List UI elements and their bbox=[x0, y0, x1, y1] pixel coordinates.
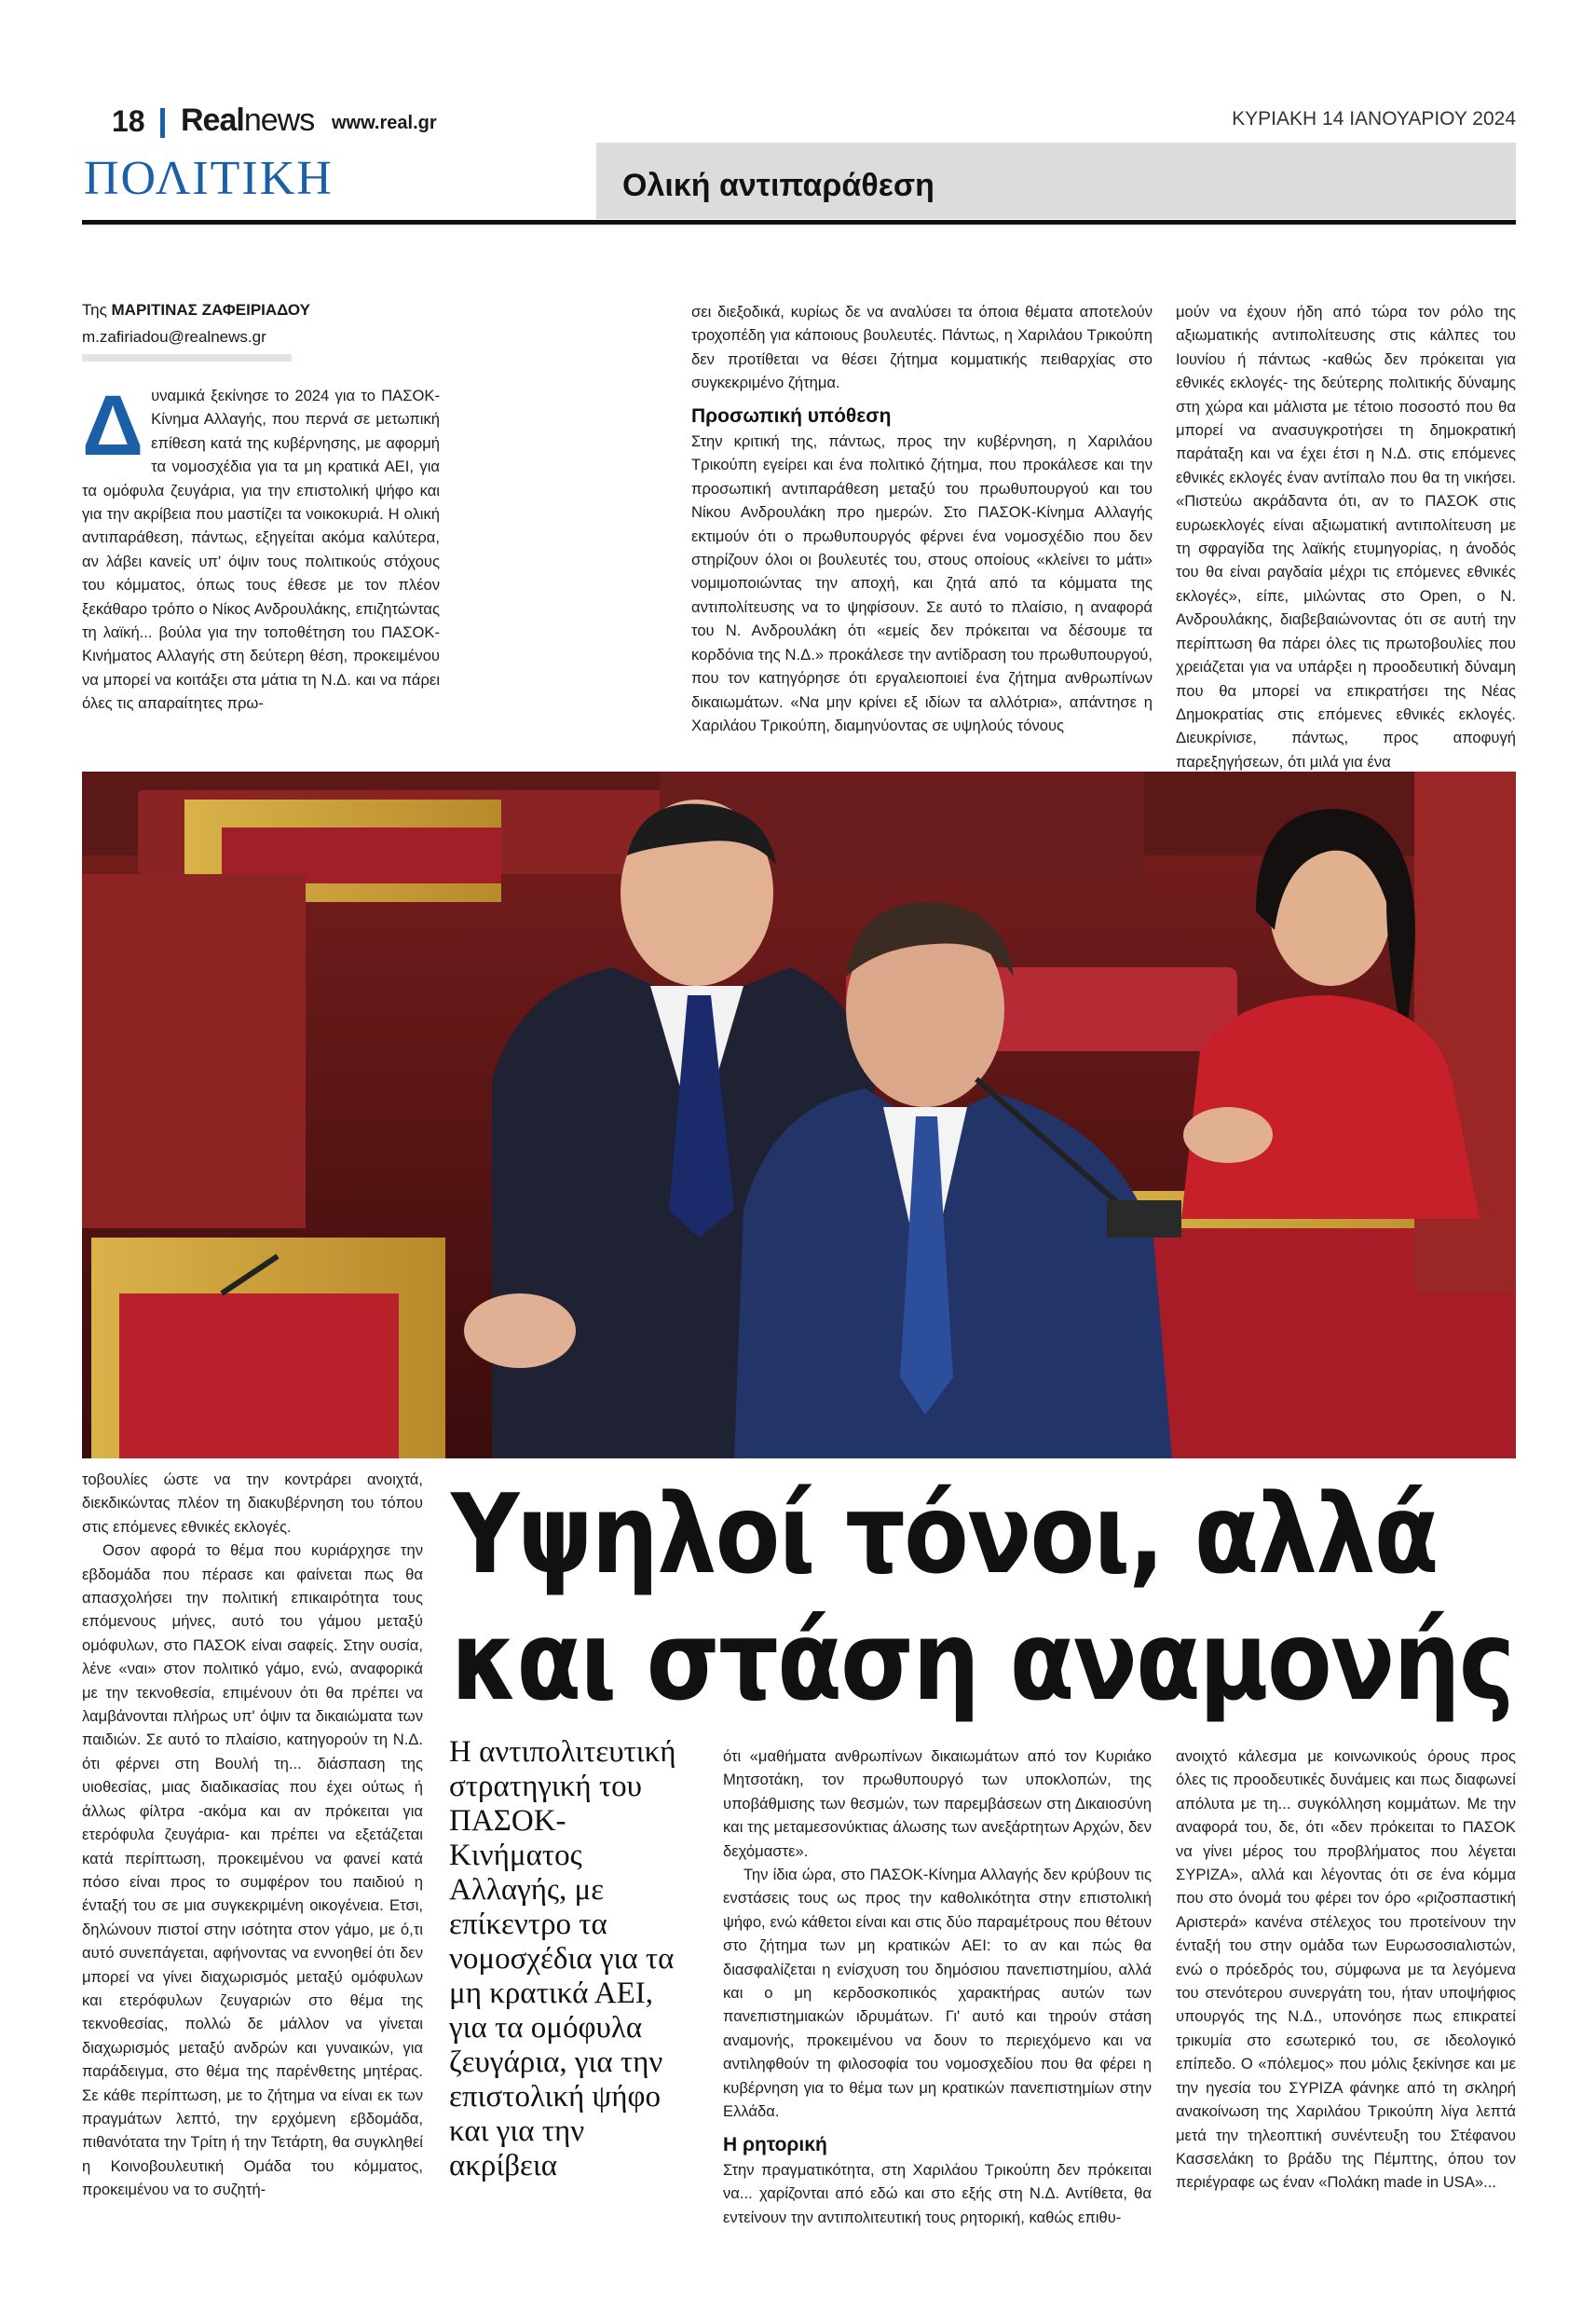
byline-rule bbox=[82, 354, 292, 362]
col2-paragraph-1: σει διεξοδικά, κυρίως δε να αναλύσει τα όποια θέματα αποτελούν τροχοπέδη για κάποιους βουλευτές. Πάντως, η Χαριλάου Τρικούπη δεν προτίθεται να θέσει ζήτημα κομματικής πειθαρχίας στο συγκεκριμένο ζήτημα. bbox=[691, 303, 1153, 392]
col2-paragraph-2: Στην κριτική της, πάντως, προς την κυβέρνηση, η Χαριλάου Τρικούπη εγείρει και ένα πολιτικό ζήτημα, που προκάλεσε και την προσωπική αντιπαράθεση μεταξύ του πρωθυπουργού και του Νίκου Ανδρουλάκη προ ημερών. Στο ΠΑΣΟΚ-Κίνημα Αλλαγής εκτιμούν ότι ο πρωθυπουργός φέρνει ένα νομοσχέδιο που δεν στηρίζουν όλοι οι βουλευτές του, στους οποίους «κλείνει το μάτι» νομιμοποιώντας την αποχή, και ζητά από τα κόμματα της αντιπολίτευσης να το ψηφίσουν. Σε αυτό το πλαίσιο, η αναφορά του Ν. Ανδρουλάκη ότι «εμείς δεν πρόκειται να δέσουμε τα κορδόνια της Ν.Δ.» προκάλεσε την αντίδραση του πρωθυπουργού, που τον κατηγόρησε ότι εργαλειοποιεί ένα ζήτημα ανθρωπίνων δικαιωμάτων. «Να μην κρίνει εξ ιδίων τα αλλότρια», απάντησε η Χαριλάου Τρικούπη, διαμηνύοντας σε υψηλούς τόνους bbox=[691, 432, 1153, 734]
col3-paragraph: μούν να έχουν ήδη από τώρα τον ρόλο της αξιωματικής αντιπολίτευσης στις κάλπες του Ιουνίου ή πάντως -καθώς δεν πρόκειται για εθνικές εκλογές- της δεύτερης πολιτικής δύναμης στη χώρα και μάλιστα με τέτοιο ποσοστό που θα μπορεί να ανασυγκροτήσει τη δημοκρατική παράταξη και να έχει έτσι η Ν.Δ. στις επόμενες εθνικές εκλογές έναν αντίπαλο που θα τη νικήσει. «Πιστεύω ακράδαντα ότι, αν το ΠΑΣΟΚ στις ευρωεκλογές είναι αξιωματική αντιπολίτευση με τη σφραγίδα της λαϊκής ετυμηγορίας, η άνοδός του θα είναι ραγδαία μέχρι τις επόμενες εθνικές εκλογές», είπε, μιλώντας στο Open, ο Ν. Ανδρουλάκης, διαβεβαιώνοντας ότι σε αυτή την περίπτωση θα πάρει όλες τις πρωτοβουλίες που χρειάζεται για να υπάρξει η προοδευτική δύναμη που θα μπορεί να επικρατήσει της Νέας Δημοκρατίας στις επόμενες εθνικές εκλογές. Διευκρίνισε, πάντως, προς αποφυγή παρεξηγήσεων, ότι μιλά για ένα bbox=[1176, 303, 1516, 771]
col4-paragraph-2: Οσον αφορά το θέμα που κυριάρχησε την εβδομάδα που πέρασε και φαίνεται πως θα απασχολήσει την πολιτική επικαιρότητα τους επόμενους μήνες, αυτό του γάμου μεταξύ ομόφυλων, στο ΠΑΣΟΚ είναι σαφείς. Στην ουσία, λένε «ναι» στον πολιτικό γάμο, ενώ, αναφορικά με την τεκνοθεσία, επιμένουν ότι θα πρέπει να λαμβάνονται πλήρως υπ' όψιν τα δικαιώματα των παιδιών. Σε αυτό το πλαίσιο, κατηγορούν τη Ν.Δ. ότι φέρνει στη Βουλή τη... διάσπαση της υιοθεσίας, μιας διαδικασίας που έχει ούτως ή άλλως φίλτρα -ακόμα και αν πρόκειται για ετερόφυλα ζευγάρια- και πρέπει να εξετάζεται κατά περίπτωση, προκειμένου να φανεί κατά πόσο είναι προς το συμφέρον του παιδιού η ένταξή του σε μια συγκεκριμένη οικογένεια. Ετσι, δηλώνουν πιστοί στην ισότητα στον γάμο, με ό,τι αυτό συνεπάγεται, αφήνοντας να εννοηθεί ότι δεν μπορεί να γίνει διαχωρισμός μεταξύ ομόφυλων και ετερόφυλων ζευγαριών στο θέμα της τεκνοθεσίας, πολλώ δε μάλλον να γίνεται διαχωρισμός μεταξύ ανδρών και γυναικών, για παράδειγμα, στο θέμα της παρένθετης μητέρας. Σε κάθε περίπτωση, με το ζήτημα να είναι εκ των πραγμάτων λεπτό, την ερχόμενη εβδομάδα, πιθανότατα την Τρίτη ή την Τετάρτη, θα συγκληθεί η Κοινοβουλευτική Ομάδα του κόμματος, προκειμένου να το συζητή- bbox=[82, 1541, 423, 2199]
column-5 bbox=[723, 1744, 1152, 2229]
issue-date: ΚΥΡΙΑΚΗ 14 ΙΑΝΟΥΑΡΙΟΥ 2024 bbox=[1232, 108, 1516, 130]
subheading-rhetoric: Η ρητορική bbox=[723, 2133, 827, 2155]
col4-paragraph-1: τοβουλίες ώστε να την κοντράρει ανοιχτά, διεκδικώντας πλέον τη διακυβέρνηση του τόπου στις επόμενες εθνικές εκλογές. bbox=[82, 1471, 423, 1536]
byline bbox=[82, 301, 310, 320]
header-rule bbox=[82, 220, 1516, 225]
col5-paragraph-3: Στην πραγματικότητα, στη Χαριλάου Τρικούπη δεν πρόκειται να... χαρίζονται από εδώ και στο εξής στη Ν.Δ. Αντίθετα, θα εντείνουν την αντιπολιτευτική τους ρητορική, καθώς επιθυ- bbox=[723, 2160, 1152, 2226]
headline-line-2: και στάση αναμονής bbox=[451, 1596, 1514, 1725]
column-1 bbox=[82, 378, 440, 716]
byline-prefix: Της bbox=[82, 301, 112, 319]
section-title: ΠΟΛΙΤΙΚΗ bbox=[84, 152, 334, 205]
column-4 bbox=[82, 1468, 423, 2202]
author-email: m.zafiriadou@realnews.gr bbox=[82, 328, 266, 346]
brand-url: www.real.gr bbox=[332, 113, 437, 133]
deck: Η αντιπολιτευτική στρατηγική του ΠΑΣΟΚ-Κινήματος Αλλαγής, με επίκεντρο τα νομοσχέδια για τα μη κρατικά ΑΕΙ, για τα ομόφυλα ζευγάρια, για την επιστολική ψήφο και για την ακρίβεια bbox=[449, 1735, 676, 2182]
col5-paragraph-1: ότι «μαθήματα ανθρωπίνων δικαιωμάτων από τον Κυριάκο Μητσοτάκη, τον πρωθυπουργό των υποκλοπών, της υποβάθμισης των θεσμών, των παρεμβάσεων στη Δικαιοσύνη και της μεταμεσονύκτιας άλωσης των ανεξάρτητων Αρχών, δεν δεχόμαστε». bbox=[723, 1747, 1152, 1860]
kicker-title: Ολική αντιπαράθεση bbox=[622, 168, 934, 203]
parliament-photo-illustration bbox=[82, 772, 1516, 1458]
brand-light: news bbox=[243, 103, 315, 138]
drop-cap: Δ bbox=[82, 378, 144, 473]
column-6 bbox=[1176, 1744, 1516, 2195]
column-3 bbox=[1176, 300, 1516, 773]
brand-logo bbox=[181, 103, 314, 139]
col1-paragraph: υναμικά ξεκίνησε το 2024 για το ΠΑΣΟΚ-Κίνημα Αλλαγής, που περνά σε μετωπική επίθεση κατά της κυβέρνησης, με αφορμή τα νομοσχέδια για τα μη κρατικά ΑΕΙ, για τα ομόφυλα ζευγάρια, για την επιστολική ψήφο και για την ακρίβεια που μαστίζει τα νοικοκυριά. Η ολική αντιπαράθεση, πάντως, εξηγείται ακόμα καλύτερα, αν λάβει κανείς υπ' όψιν τους πολιτικούς στόχους του κόμματος, όπως τους έθεσε με τον πλέον ξεκάθαρο τρόπο ο Νίκος Ανδρουλάκης, επιζητώντας τη λαϊκή... βούλα για την τοποθέτηση του ΠΑΣΟΚ-Κινήματος Αλλαγής στη δεύτερη θέση, προκειμένου να μπορεί να κοιτάξει στα μάτια τη Ν.Δ. και να πάρει όλες τις απαραίτητες πρω- bbox=[82, 387, 440, 713]
page-number: 18 bbox=[112, 104, 145, 138]
column-2 bbox=[691, 300, 1153, 737]
headline bbox=[451, 1470, 1514, 1725]
col5-paragraph-2: Την ίδια ώρα, στο ΠΑΣΟΚ-Κίνημα Αλλαγής δεν κρύβουν τις ενστάσεις τους ως προς την καθολικότητα στην επιστολική ψήφο, ενώ κάθετοι είναι και στις δύο παραμέτρους που θέτουν στο ζήτημα των μη κρατικών ΑΕΙ: το αν και πώς θα διασφαλίζεται η ενίσχυση του δημόσιου πανεπιστημίου, αλλά και ο μη κερδοσκοπικός χαρακτήρας αυτών των πανεπιστημιακών ιδρυμάτων. Γι' αυτό και τηρούν στάση αναμονής, προκειμένου να δουν το περιεχόμενο και να αντιληφθούν τη φιλοσοφία του νομοσχεδίου που θα φέρει η κυβέρνηση για το θέμα των μη κρατικών πανεπιστημίων στην Ελλάδα. bbox=[723, 1866, 1152, 2121]
brand-bold: Real bbox=[181, 103, 244, 138]
subheading-personal: Προσωπική υπόθεση bbox=[691, 404, 892, 427]
headline-line-1: Υψηλοί τόνοι, αλλά bbox=[451, 1470, 1438, 1598]
header-divider bbox=[160, 108, 165, 138]
author-name: ΜΑΡΙΤΙΝΑΣ ΖΑΦΕΙΡΙΑΔΟΥ bbox=[111, 301, 311, 319]
col6-paragraph: ανοιχτό κάλεσμα με κοινωνικούς όρους προς όλες τις προοδευτικές δυνάμεις και πως διαφωνεί απόλυτα με τη... συγκόλληση κομμάτων. Με την αναφορά του, δε, ότι «δεν πρόκειται το ΠΑΣΟΚ να γίνει μέρος του προβλήματος που λέγεται ΣΥΡΙΖΑ», αλλά και λέγοντας ότι σε ένα κόμμα που στο όνομά του φέρει τον όρο «ριζοσπαστική Αριστερά» κανένα στέλεχος του προτείνουν την ένταξή του στην ομάδα των Ευρωσοσιαλιστών, ενώ ο πρόεδρός του, σύμφωνα με τα λεγόμενα του στενότερου συνεργάτη του, ήταν υποψήφιος υπουργός της Ν.Δ., υπονόησε πως επικρατεί τρικυμία στο εσωτερικό του, σε ιδεολογικό επίπεδο. Ο «πόλεμος» που μόλις ξεκίνησε και με την ηγεσία του ΣΥΡΙΖΑ φάνηκε από τη σκληρή ανακοίνωση της Χαριλάου Τρικούπη λίγα λεπτά μετά την τηλεοπτική συνέντευξη του Στέφανου Κασσελάκη το βράδυ της Πέμπτης, όπου τον περιέγραφε ως έναν «Πολάκη made in USA»... bbox=[1176, 1747, 1516, 2192]
article-photo bbox=[82, 772, 1516, 1458]
